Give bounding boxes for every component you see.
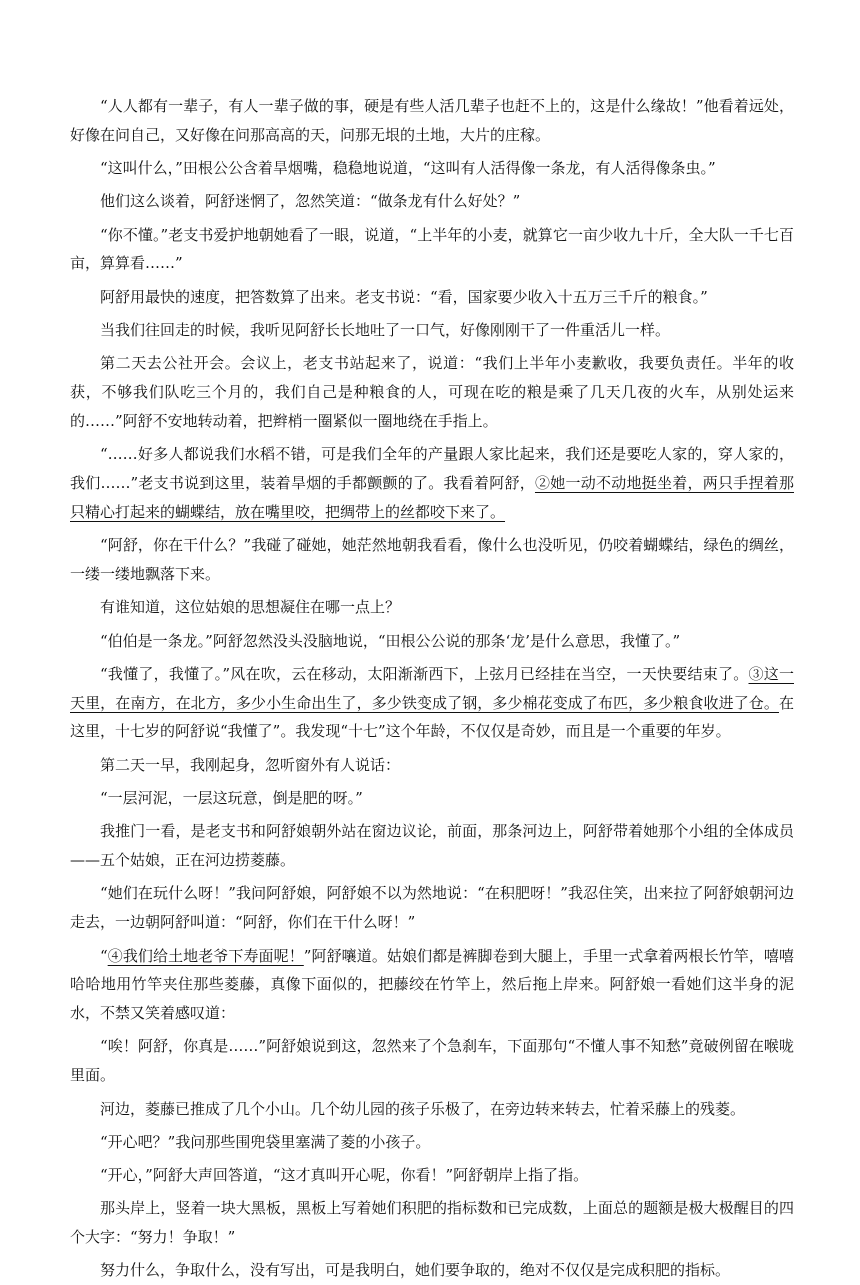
text-segment: “开心吧？”我问那些围兜袋里塞满了菱的小孩子。 — [100, 1132, 431, 1151]
text-segment: 他们这么谈着，阿舒迷惘了，忽然笑道：“做条龙有什么好处？” — [100, 192, 521, 211]
text-segment: “她们在玩什么呀！”我问阿舒娘，阿舒娘不以为然地说：“在积肥呀！”我忍住笑，出来拉了阿舒娘朝河边走去，一边朝阿舒叫道：“阿舒，你们在干什么呀！” — [70, 884, 794, 932]
underlined-sentence: ④我们给土地老爷下寿面呢！ — [107, 946, 304, 965]
text-segment: “开心，”阿舒大声回答道，“这才真叫开心呢，你看！”阿舒朝岸上指了指。 — [100, 1166, 589, 1185]
text-segment: “唉！阿舒，你真是……”阿舒娘说到这，忽然来了个急刹车，下面那句“不懂人事不知愁”竟破例留在喉咙里面。 — [70, 1037, 794, 1085]
text-segment: 那头岸上，竖着一块大黑板，黑板上写着她们积肥的指标数和已完成数，上面总的题额是极大极醒目的四个大字：“努力！争取！” — [70, 1199, 794, 1247]
underlined-sentence: ③这一天里，在南方，在北方，多少小生命出生了，多少铁变成了钢，多少棉花变成了布匹，多少粮食收进了仓。 — [70, 664, 794, 712]
text-segment: ”阿舒嚷道。姑娘们都是裤脚卷到大腿上，手里一式拿着两根长竹竿，嘻嘻哈哈地用竹竿夹住那些菱藤，真像下面似的，把藤绞在竹竿上，然后拖上岸来。阿舒娘一看她们这半身的泥水，不禁又笑着感叹道： — [70, 946, 794, 1023]
text-segment: “阿舒，你在干什么？”我碰了碰她，她茫然地朝我看看，像什么也没听见，仍咬着蝴蝶结，绿色的绸丝，一缕一缕地飘落下来。 — [70, 536, 794, 583]
text-segment: “……好多人都说我们水稻不错，可是我们全年的产量跟人家比起来，我们还是要吃人家的，穿人家的，我们……”老支书说到这里，装着旱烟的手都颤颤的了。我看着阿舒， — [70, 445, 794, 493]
paragraph — [70, 349, 794, 435]
paragraph — [70, 817, 794, 875]
paragraph — [70, 1032, 794, 1090]
paragraph — [70, 221, 794, 279]
text-segment: 第二天一早，我刚起身，忽听窗外有人说话： — [100, 755, 401, 774]
text-segment: 河边，菱藤已推成了几个小山。几个幼儿园的孩子乐极了，在旁边转来转去，忙着采藤上的残菱。 — [100, 1099, 746, 1118]
paragraph — [70, 92, 794, 150]
paragraph — [70, 531, 794, 589]
text-segment: “这叫什么，”田根公公含着旱烟嘴，稳稳地说道，“这叫有人活得像一条龙，有人活得像条虫。” — [100, 159, 716, 178]
paragraph — [70, 593, 794, 622]
text-segment: “你不懂。”老支书爱护地朝她看了一眼，说道，“上半年的小麦，就算它一亩少收九十斤，全大队一千七百亩，算算看……” — [70, 225, 794, 273]
paragraph — [70, 784, 794, 813]
text-segment: 在这里，十七岁的阿舒说“我懂了”。我发现“十七”这个年龄，不仅仅是奇妙，而且是一个重要的年岁。 — [70, 693, 794, 741]
paragraph — [70, 440, 794, 526]
text-segment: “伯伯是一条龙。”阿舒忽然没头没脑地说，“田根公公说的那条‘龙’是什么意思，我懂了。” — [100, 631, 681, 650]
paragraph — [70, 1128, 794, 1157]
paragraph — [70, 187, 794, 216]
paragraph — [70, 751, 794, 780]
text-segment: 努力什么，争取什么，没有写出，可是我明白，她们要争取的，绝对不仅仅是完成积肥的指标。 — [100, 1261, 731, 1280]
text-segment: “一层河泥，一层这玩意，倒是肥的呀。” — [100, 789, 363, 808]
text-segment: 阿舒用最快的速度，把答数算了出来。老支书说：“看，国家要少收入十五万三千斤的粮食。” — [100, 287, 708, 306]
paragraph — [70, 316, 794, 345]
paragraph — [70, 1095, 794, 1124]
text-segment: 我推门一看，是老支书和阿舒娘朝外站在窗边议论，前面，那条河边上，阿舒带着她那个小组的全体成员——五个姑娘，正在河边捞菱藤。 — [70, 822, 794, 870]
paragraph — [70, 283, 794, 312]
paragraph — [70, 1194, 794, 1252]
paragraph — [70, 879, 794, 937]
paragraph — [70, 1256, 794, 1285]
text-segment: 有谁知道，这位姑娘的思想凝住在哪一点上？ — [100, 598, 401, 617]
text-segment: “ — [100, 946, 108, 965]
paragraph — [70, 154, 794, 183]
text-segment: “我懂了，我懂了。”风在吹，云在移动，太阳渐渐西下，上弦月已经挂在当空，一天快要结束了。 — [100, 664, 749, 683]
paragraph — [70, 660, 794, 746]
text-segment: 第二天去公社开会。会议上，老支书站起来了，说道：“我们上半年小麦歉收，我要负责任。半年的收获，不够我们队吃三个月的，我们自己是种粮食的人，可现在吃的粮是乘了几天几夜的火车，从别处运来的……”阿舒不安地转动着，把辫梢一圈紧似一圈地绕在手指上。 — [70, 354, 794, 430]
paragraph — [70, 1161, 794, 1190]
paragraph — [70, 942, 794, 1028]
text-segment: “人人都有一辈子，有人一辈子做的事，硬是有些人活几辈子也赶不上的，这是什么缘故！”他看着远处，好像在问自己，又好像在问那高高的天，问那无垠的土地，大片的庄稼。 — [70, 97, 794, 144]
underlined-sentence: ②她一动不动地挺坐着，两只手捏着那只精心打起来的蝴蝶结，放在嘴里咬，把绸带上的丝都咬下来了。 — [70, 474, 794, 521]
paragraph — [70, 627, 794, 656]
text-segment: 当我们往回走的时候，我听见阿舒长长地吐了一口气，好像刚刚干了一件重活儿一样。 — [100, 321, 671, 340]
